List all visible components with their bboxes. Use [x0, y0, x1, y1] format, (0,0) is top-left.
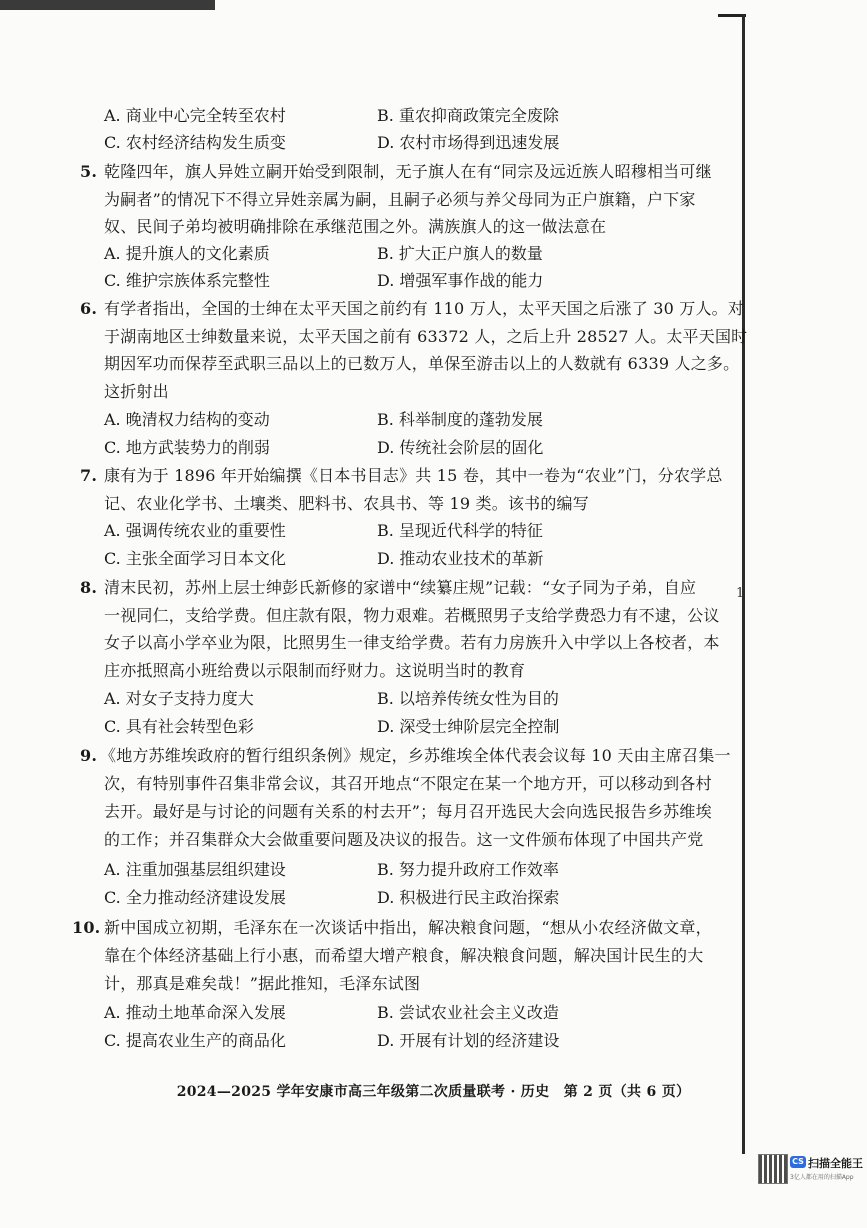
q9-number: 9.	[80, 746, 98, 765]
q7-option-c: C. 主张全面学习日本文化	[104, 549, 286, 568]
scanner-app-tagline: 3亿人都在用的扫描App	[790, 1174, 854, 1181]
q6-stem-line: 有学者指出，全国的士绅在太平天国之前约有 110 万人，太平天国之后涨了 30 万人。对	[104, 299, 745, 318]
q8-stem-line: 女子以高小学卒业为限，比照男生一律支给学费。若有力房族升入中学以上各校者，本	[104, 633, 720, 652]
q8-option-c: C. 具有社会转型色彩	[104, 717, 254, 736]
q8-number: 8.	[80, 578, 98, 597]
q10-option-a: A. 推动土地革命深入发展	[104, 1003, 286, 1022]
page-footer: 2024—2025 学年安康市高三年级第二次质量联考 · 历史 第 2 页（共 6 页）	[176, 1084, 691, 1100]
q10-stem-line: 计，那真是难矣哉！”据此推知，毛泽东试图	[104, 974, 421, 993]
q10-stem-line: 靠在个体经济基础上行小惠，而希望大增产粮食，解决粮食问题，解决国计民生的大	[104, 946, 704, 965]
q8-option-a: A. 对女子支持力度大	[104, 689, 254, 708]
q7-option-a: A. 强调传统农业的重要性	[104, 521, 286, 540]
q6-option-c: C. 地方武装势力的削弱	[104, 438, 270, 457]
q9-option-a: A. 注重加强基层组织建设	[104, 860, 286, 879]
q10-stem-line: 新中国成立初期，毛泽东在一次谈话中指出，解决粮食问题，“想从小农经济做文章，	[104, 918, 712, 937]
q5-option-a: A. 提升旗人的文化素质	[104, 244, 270, 263]
edge-mark: 1	[736, 586, 745, 601]
q4-option-a: A. 商业中心完全转至农村	[104, 106, 286, 125]
q6-option-d: D. 传统社会阶层的固化	[377, 438, 544, 457]
q8-option-b: B. 以培养传统女性为目的	[377, 689, 559, 708]
q7-stem-line: 记、农业化学书、土壤类、肥料书、农具书、等 19 类。该书的编写	[104, 494, 589, 513]
q5-option-c: C. 维护宗族体系完整性	[104, 271, 270, 290]
q8-stem-line: 庄亦抵照高小班给费以示限制而纾财力。这说明当时的教育	[104, 661, 526, 680]
q10-option-b: B. 尝试农业社会主义改造	[377, 1003, 559, 1022]
q8-stem-line: 清末民初，苏州上层士绅彭氏新修的家谱中“续纂庄规”记载：“女子同为子弟，自应	[104, 578, 697, 597]
q5-stem-line: 乾隆四年，旗人异姓立嗣开始受到限制，无子旗人在有“同宗及远近族人昭穆相当可继	[104, 162, 712, 181]
q6-option-a: A. 晚清权力结构的变动	[104, 410, 270, 429]
q9-option-b: B. 努力提升政府工作效率	[377, 860, 559, 879]
q7-stem-line: 康有为于 1896 年开始编撰《日本书目志》共 15 卷，其中一卷为“农业”门，分农学总	[104, 466, 723, 485]
q5-option-b: B. 扩大正户旗人的数量	[377, 244, 543, 263]
q9-stem-line: 《地方苏维埃政府的暂行组织条例》规定，乡苏维埃全体代表会议每 10 天由主席召集一	[100, 746, 731, 765]
q5-option-d: D. 增强军事作战的能力	[377, 271, 544, 290]
q4-option-b: B. 重农抑商政策完全废除	[377, 106, 559, 125]
q8-stem-line: 一视同仁，支给学费。但庄款有限，物力艰难。若概照男子支给学费恐力有不逮，公议	[104, 606, 720, 625]
q10-option-d: D. 开展有计划的经济建设	[377, 1031, 560, 1050]
q7-number: 7.	[80, 466, 98, 485]
q7-option-d: D. 推动农业技术的革新	[377, 549, 544, 568]
scanner-watermark	[758, 1150, 863, 1208]
scanner-app-name: 扫描全能王	[808, 1157, 863, 1170]
qr-code-icon	[758, 1154, 788, 1184]
q7-option-b: B. 呈现近代科学的特征	[377, 521, 543, 540]
q9-option-d: D. 积极进行民主政治探索	[377, 888, 560, 907]
q5-number: 5.	[80, 162, 98, 181]
q9-option-c: C. 全力推动经济建设发展	[104, 888, 286, 907]
q6-stem-line: 这折射出	[104, 382, 169, 401]
q9-stem-line: 的工作；并召集群众大会做重要问题及决议的报告。这一文件颁布体现了中国共产党	[104, 830, 704, 849]
q5-stem-line: 奴、民间子弟均被明确排除在承继范围之外。满族旗人的这一做法意在	[104, 217, 607, 236]
q4-option-c: C. 农村经济结构发生质变	[104, 133, 286, 152]
q9-stem-line: 去开。最好是与讨论的问题有关系的村去开”；每月召开选民大会向选民报告乡苏维埃	[104, 802, 712, 821]
q10-option-c: C. 提高农业生产的商品化	[104, 1031, 286, 1050]
q4-option-d: D. 农村市场得到迅速发展	[377, 133, 560, 152]
q10-number: 10.	[72, 918, 101, 937]
q8-option-d: D. 深受士绅阶层完全控制	[377, 717, 560, 736]
q6-stem-line: 期因军功而保荐至武职三品以上的已数万人，单保至游击以上的人数就有 6339 人之多。	[104, 354, 740, 373]
q6-number: 6.	[80, 299, 98, 318]
q6-stem-line: 于湖南地区士绅数量来说，太平天国之前有 63372 人，之后上升 28527 人。太平天国时	[104, 327, 748, 346]
q9-stem-line: 次，有特别事件召集非常会议，其召开地点“不限定在某一个地方开，可以移动到各村	[104, 774, 712, 793]
q5-stem-line: 为嗣者”的情况下不得立异姓亲属为嗣，且嗣子必须与养父母同为正户旗籍，户下家	[104, 190, 696, 209]
camscanner-logo-icon: CS	[790, 1156, 806, 1168]
q6-option-b: B. 科举制度的蓬勃发展	[377, 410, 543, 429]
